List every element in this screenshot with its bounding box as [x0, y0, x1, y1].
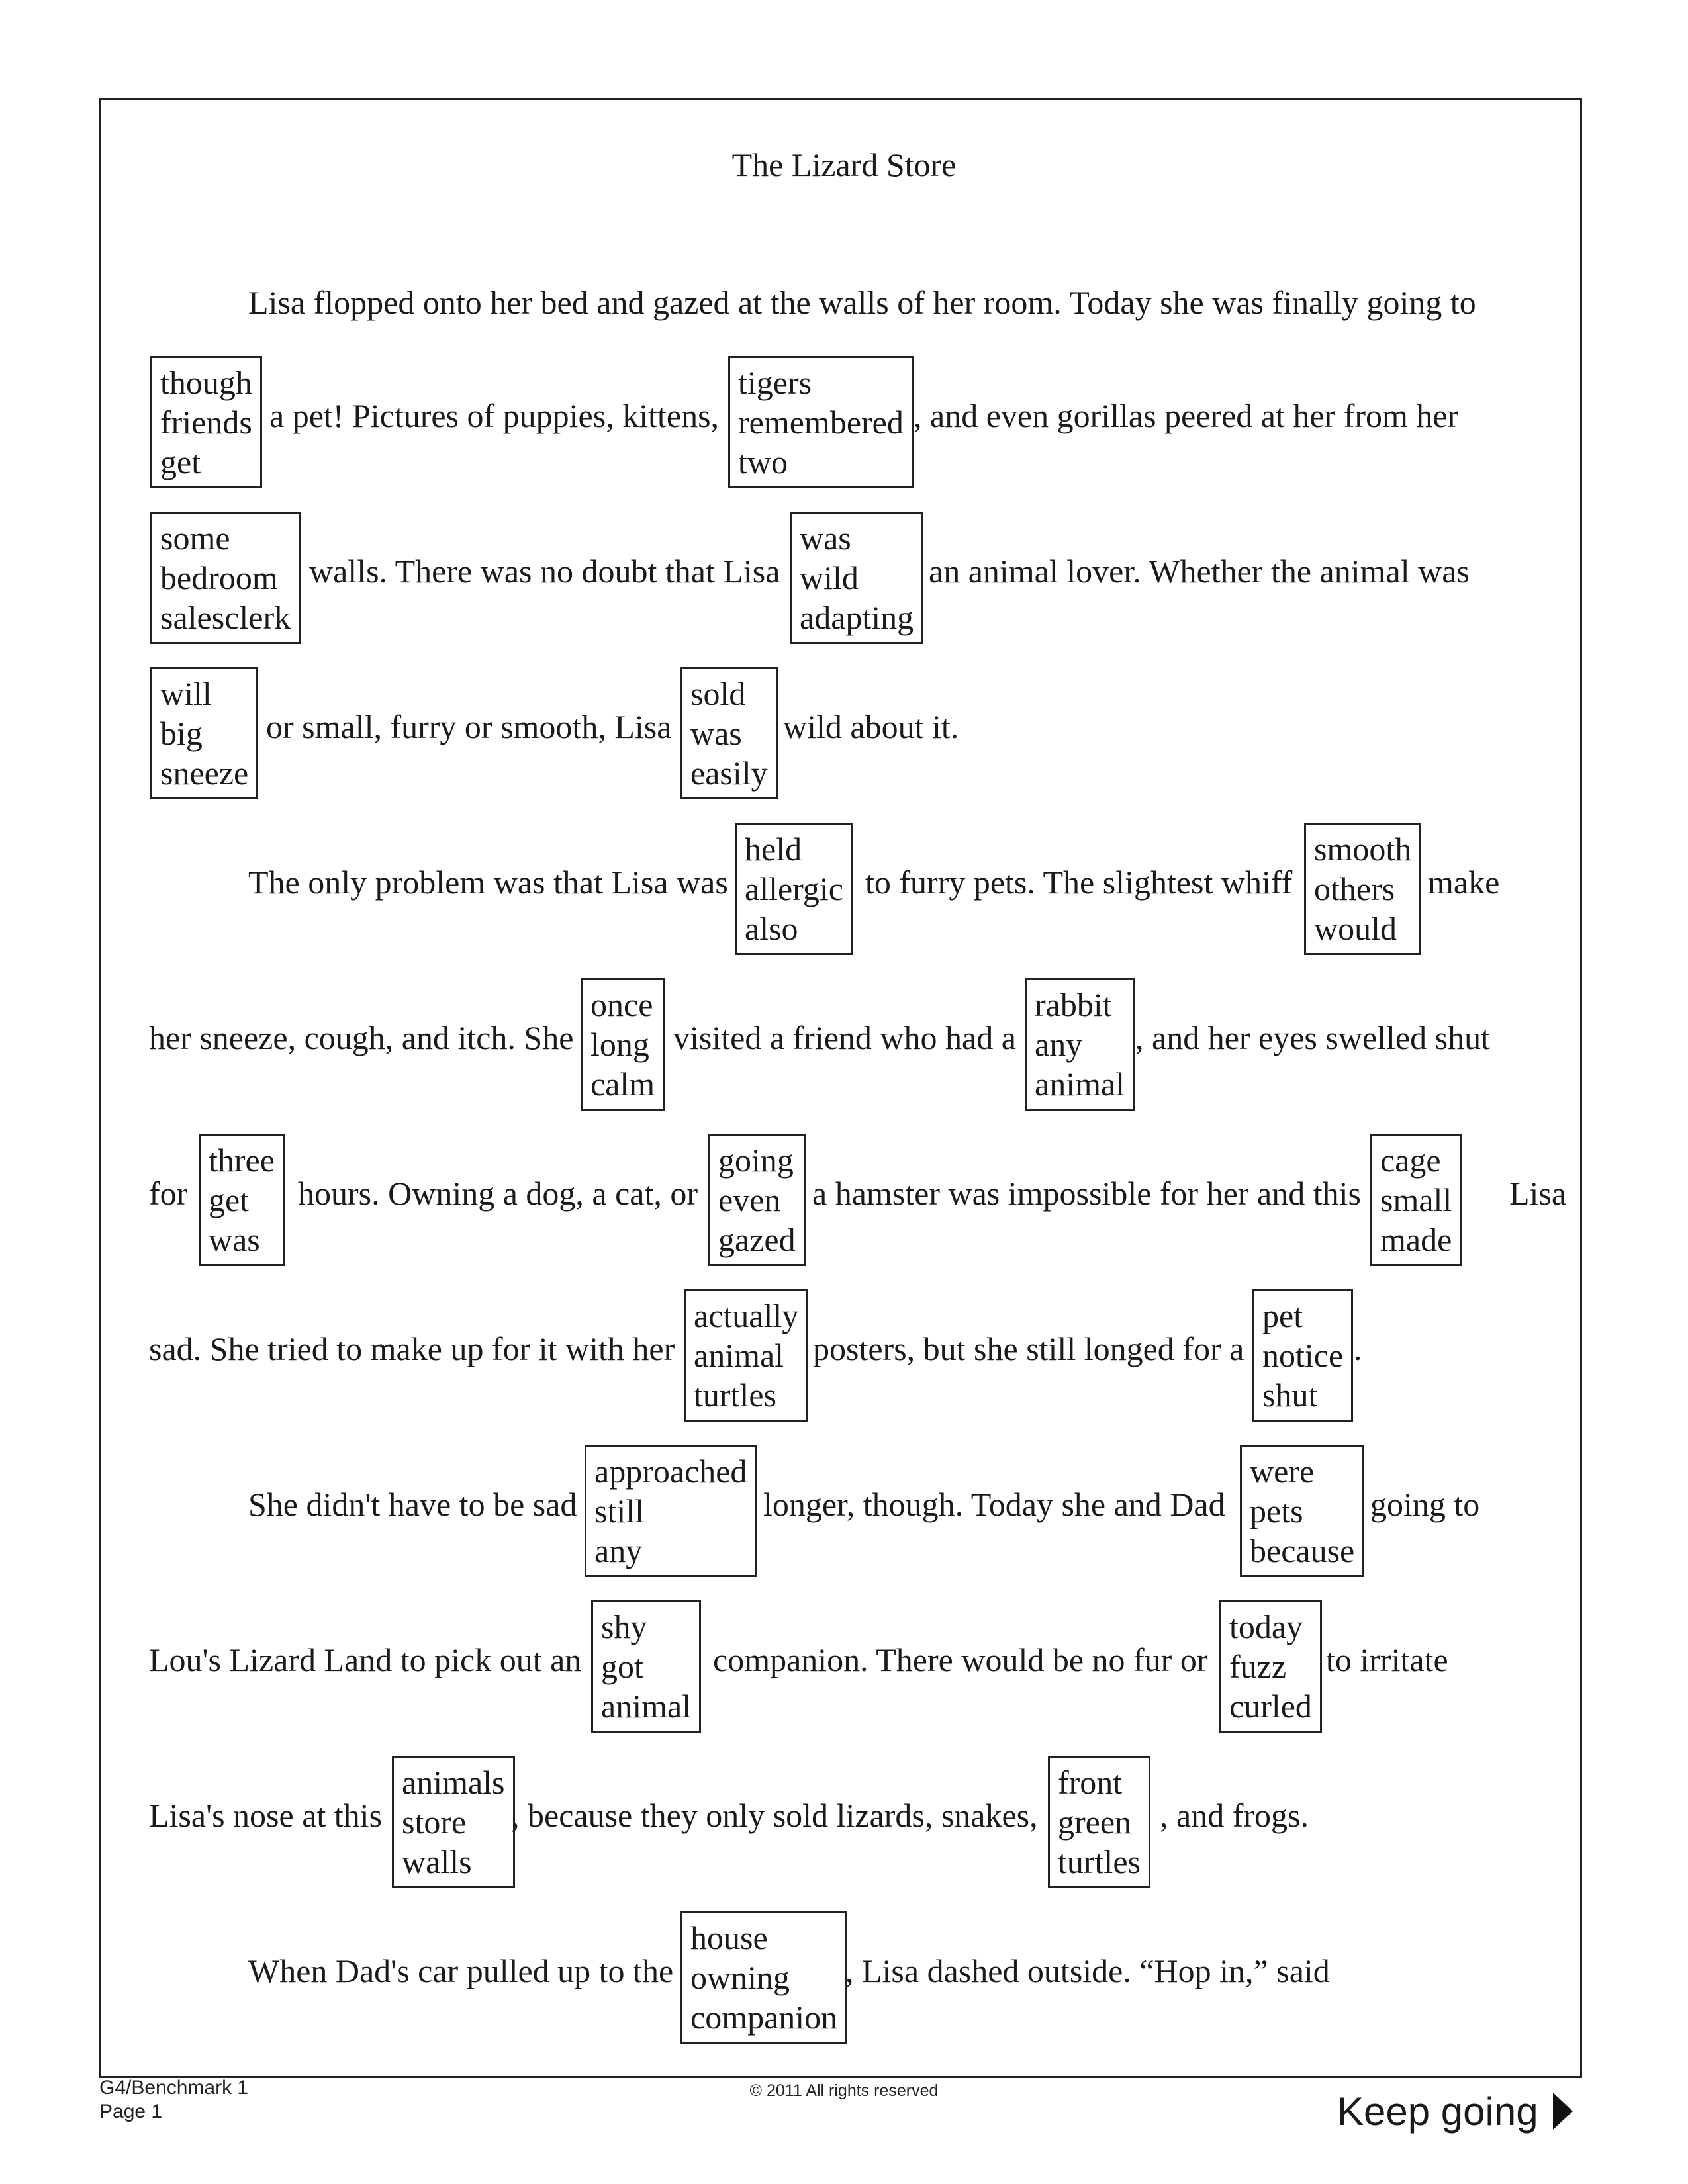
- passage-text: The only problem was that Lisa was: [248, 864, 728, 901]
- passage-text: a pet! Pictures of puppies, kittens,: [269, 397, 720, 434]
- answer-choice-box[interactable]: [1252, 1289, 1353, 1422]
- answer-choice-box[interactable]: [1048, 1756, 1150, 1888]
- passage-line: [0, 512, 1688, 644]
- answer-option[interactable]: easily: [690, 754, 768, 792]
- passage-text: to furry pets. The slightest whiff: [865, 864, 1293, 901]
- answer-option[interactable]: some: [160, 520, 230, 557]
- passage-text: Lou's Lizard Land to pick out an: [149, 1641, 582, 1678]
- page-number: Page 1: [99, 2101, 163, 2122]
- answer-option[interactable]: cage: [1380, 1142, 1441, 1179]
- passage-text: Lisa's nose at this: [149, 1797, 383, 1834]
- answer-choice-box[interactable]: [708, 1134, 806, 1266]
- passage-line: [0, 1756, 1688, 1888]
- passage-line: [0, 1600, 1688, 1733]
- passage-text: Lisa flopped onto her bed and gazed at the walls of her room. Today she was finally going to: [248, 284, 1476, 321]
- answer-option[interactable]: sneeze: [160, 754, 249, 792]
- passage-text: sad. She tried to make up for it with her: [149, 1330, 675, 1367]
- answer-option[interactable]: turtles: [694, 1377, 776, 1414]
- answer-option[interactable]: also: [745, 910, 798, 947]
- answer-option[interactable]: long: [590, 1026, 649, 1063]
- answer-choice-box[interactable]: [680, 1911, 847, 2044]
- passage-text: Lisa: [1509, 1175, 1567, 1212]
- answer-option[interactable]: approached: [594, 1453, 747, 1490]
- answer-option[interactable]: was: [209, 1221, 260, 1258]
- answer-option[interactable]: animal: [1035, 1066, 1125, 1103]
- answer-choice-box[interactable]: [1304, 823, 1421, 955]
- answer-option[interactable]: still: [594, 1492, 645, 1529]
- answer-option[interactable]: turtles: [1058, 1843, 1141, 1880]
- answer-option[interactable]: any: [1035, 1026, 1083, 1063]
- answer-option[interactable]: got: [601, 1648, 643, 1685]
- answer-choice-box[interactable]: [591, 1600, 701, 1733]
- passage-text: make: [1428, 864, 1500, 901]
- keep-going-label: Keep going: [1337, 2089, 1538, 2134]
- answer-option[interactable]: three: [209, 1142, 275, 1179]
- passage-text: , Lisa dashed outside. “Hop in,” said: [845, 1952, 1330, 1989]
- answer-option[interactable]: animal: [694, 1337, 784, 1374]
- passage-text: When Dad's car pulled up to the: [248, 1952, 674, 1989]
- answer-option[interactable]: going: [718, 1142, 794, 1179]
- answer-option[interactable]: bedroom: [160, 559, 278, 596]
- keep-going-button[interactable]: [1337, 2085, 1573, 2138]
- answer-choice-box[interactable]: [392, 1756, 515, 1888]
- answer-option[interactable]: made: [1380, 1221, 1452, 1258]
- passage-text: visited a friend who had a: [673, 1019, 1016, 1056]
- answer-option[interactable]: allergic: [745, 870, 843, 907]
- passage-text: .: [1354, 1330, 1362, 1367]
- passage-line: [0, 1445, 1688, 1577]
- answer-option[interactable]: house: [690, 1919, 768, 1956]
- answer-option[interactable]: held: [745, 831, 802, 868]
- passage-text: hours. Owning a dog, a cat, or: [298, 1175, 698, 1212]
- answer-option[interactable]: were: [1250, 1453, 1315, 1490]
- passage-text: going to: [1370, 1486, 1480, 1523]
- answer-option[interactable]: smooth: [1314, 831, 1412, 868]
- answer-option[interactable]: companion: [690, 1999, 838, 2036]
- answer-option[interactable]: green: [1058, 1803, 1132, 1841]
- answer-option[interactable]: walls: [402, 1843, 472, 1880]
- answer-option[interactable]: get: [209, 1181, 250, 1218]
- answer-option[interactable]: pet: [1262, 1297, 1303, 1334]
- benchmark-label: G4/Benchmark 1: [99, 2077, 249, 2099]
- passage-text: a hamster was impossible for her and this: [812, 1175, 1361, 1212]
- answer-option[interactable]: friends: [160, 404, 252, 441]
- answer-option[interactable]: was: [800, 520, 851, 557]
- answer-option[interactable]: wild: [800, 559, 859, 596]
- answer-option[interactable]: remembered: [738, 404, 904, 441]
- passage-line: [0, 667, 1688, 799]
- answer-option[interactable]: curled: [1229, 1688, 1312, 1725]
- answer-option[interactable]: owning: [690, 1959, 790, 1996]
- passage-text: walls. There was no doubt that Lisa: [309, 553, 780, 590]
- answer-option[interactable]: store: [402, 1803, 467, 1841]
- answer-option[interactable]: animal: [601, 1688, 692, 1725]
- answer-option[interactable]: any: [594, 1532, 643, 1569]
- answer-option[interactable]: will: [160, 675, 212, 712]
- passage-text: She didn't have to be sad: [248, 1486, 577, 1523]
- passage-text: companion. There would be no fur or: [713, 1641, 1208, 1678]
- answer-option[interactable]: would: [1314, 910, 1397, 947]
- answer-option[interactable]: others: [1314, 870, 1395, 907]
- answer-option[interactable]: was: [690, 715, 742, 752]
- answer-option[interactable]: today: [1229, 1608, 1303, 1645]
- answer-choice-box[interactable]: [150, 667, 258, 799]
- answer-option[interactable]: shy: [601, 1608, 647, 1645]
- answer-option[interactable]: small: [1380, 1181, 1452, 1218]
- answer-choice-box[interactable]: [1219, 1600, 1322, 1733]
- passage-text: to irritate: [1326, 1641, 1448, 1678]
- passage-text: for: [149, 1175, 188, 1212]
- answer-option[interactable]: animals: [402, 1764, 505, 1801]
- passage-text: longer, though. Today she and Dad: [763, 1486, 1225, 1523]
- passage-line: [0, 356, 1688, 488]
- answer-choice-box[interactable]: [199, 1134, 285, 1266]
- answer-choice-box[interactable]: [680, 667, 778, 799]
- answer-option[interactable]: two: [738, 443, 788, 480]
- answer-option[interactable]: big: [160, 715, 203, 752]
- passage-title: The Lizard Store: [731, 146, 957, 183]
- answer-option[interactable]: salesclerk: [160, 599, 291, 636]
- passage-line: [0, 823, 1688, 955]
- answer-option[interactable]: sold: [690, 675, 746, 712]
- answer-option[interactable]: notice: [1262, 1337, 1344, 1374]
- passage-line: [0, 1911, 1688, 2044]
- passage-text: an animal lover. Whether the animal was: [929, 553, 1470, 590]
- passage-line: [0, 978, 1688, 1111]
- answer-choice-box[interactable]: [581, 978, 665, 1111]
- passage-line: [0, 243, 1688, 375]
- answer-choice-box[interactable]: [735, 823, 853, 955]
- passage-text: her sneeze, cough, and itch. She: [149, 1019, 574, 1056]
- answer-option[interactable]: calm: [590, 1066, 655, 1103]
- answer-option[interactable]: tigers: [738, 364, 812, 401]
- answer-choice-box[interactable]: [150, 512, 301, 644]
- answer-choice-box[interactable]: [684, 1289, 808, 1422]
- passage-text: , because they only sold lizards, snakes,: [511, 1797, 1038, 1834]
- answer-choice-box[interactable]: [1240, 1445, 1364, 1577]
- answer-option[interactable]: shut: [1262, 1377, 1318, 1414]
- passage-text: , and even gorillas peered at her from her: [914, 397, 1459, 434]
- passage-line: [0, 1134, 1688, 1266]
- passage-text: , and her eyes swelled shut: [1135, 1019, 1490, 1056]
- answer-option[interactable]: get: [160, 443, 201, 480]
- answer-option[interactable]: pets: [1250, 1492, 1303, 1529]
- answer-choice-box[interactable]: [150, 356, 262, 488]
- answer-choice-box[interactable]: [1370, 1134, 1462, 1266]
- answer-option[interactable]: front: [1058, 1764, 1123, 1801]
- answer-option[interactable]: though: [160, 364, 252, 401]
- answer-option[interactable]: gazed: [718, 1221, 796, 1258]
- passage-text: posters, but she still longed for a: [813, 1330, 1244, 1367]
- passage-text: or small, furry or smooth, Lisa: [266, 708, 672, 745]
- arrow-right-icon: [1553, 2093, 1573, 2130]
- answer-option[interactable]: fuzz: [1229, 1648, 1287, 1685]
- answer-option[interactable]: because: [1250, 1532, 1355, 1569]
- answer-choice-box[interactable]: [790, 512, 923, 644]
- answer-choice-box[interactable]: [585, 1445, 757, 1577]
- passage-text: , and frogs.: [1160, 1797, 1309, 1834]
- answer-option[interactable]: once: [590, 986, 653, 1023]
- answer-choice-box[interactable]: [1025, 978, 1135, 1111]
- copyright: © 2011 All rights reserved: [749, 2081, 939, 2100]
- answer-choice-box[interactable]: [728, 356, 914, 488]
- answer-option[interactable]: even: [718, 1181, 781, 1218]
- passage-text: wild about it.: [783, 708, 959, 745]
- answer-option[interactable]: actually: [694, 1297, 799, 1334]
- passage-line: [0, 1289, 1688, 1422]
- answer-option[interactable]: rabbit: [1035, 986, 1112, 1023]
- answer-option[interactable]: adapting: [800, 599, 914, 636]
